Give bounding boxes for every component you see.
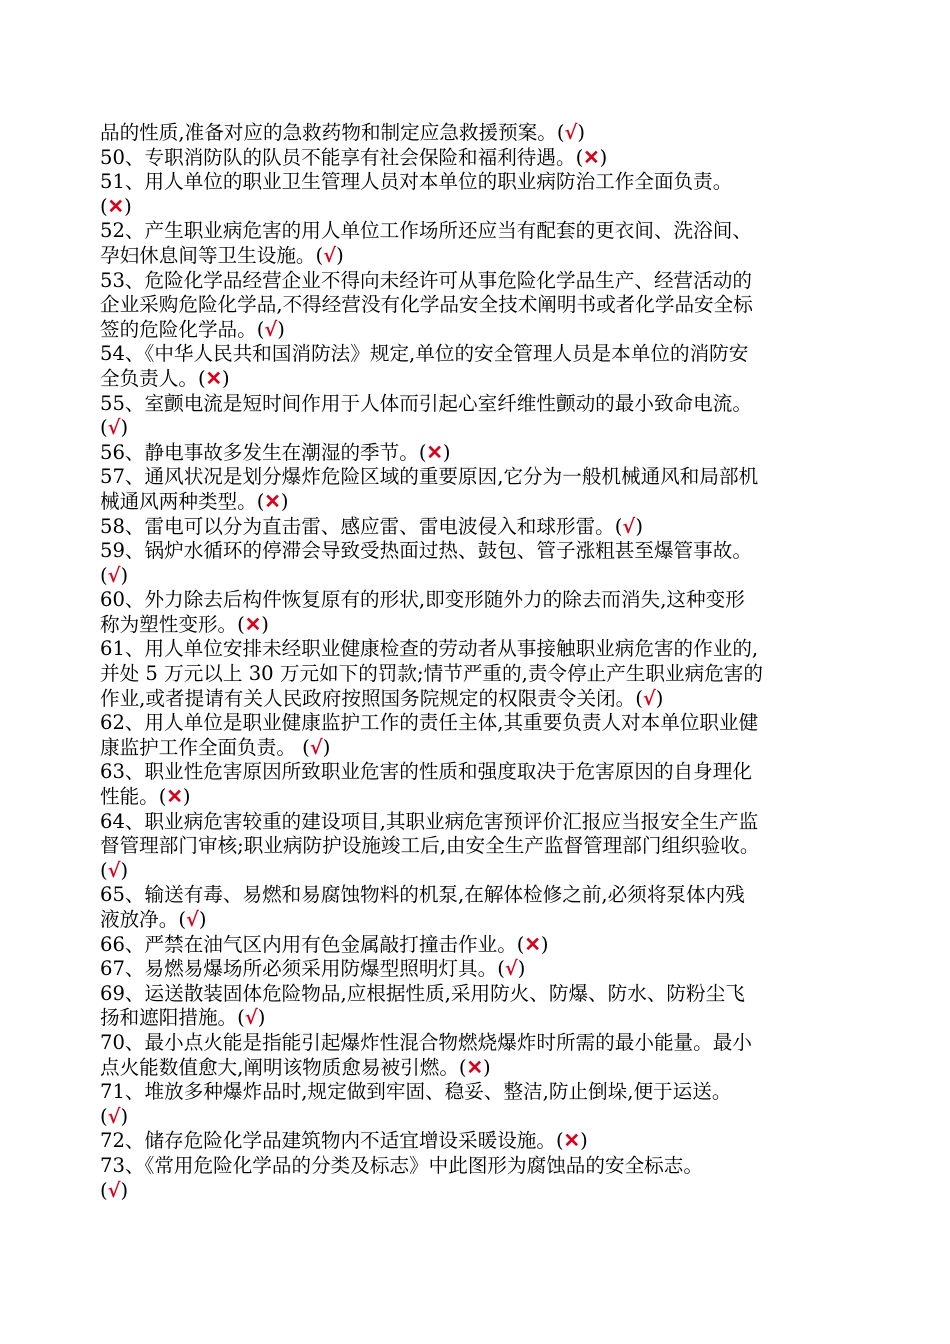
- line-text: 73、《常用危险化学品的分类及标志》中此图形为腐蚀品的安全标志。: [100, 1153, 703, 1177]
- correct-mark-icon: √: [107, 858, 121, 882]
- closing-paren: ): [580, 1129, 588, 1153]
- text-line: [100, 515, 860, 540]
- line-text: 60、外力除去后构件恢复原有的形状,即变形随外力的除去而消失,这种变形: [100, 588, 745, 612]
- line-text: (: [100, 858, 108, 882]
- closing-paren: ): [277, 317, 285, 341]
- line-text: (: [100, 563, 108, 587]
- line-text: 70、最小点火能是指能引起爆炸性混合物燃烧爆炸时所需的最小能量。最小: [100, 1030, 752, 1054]
- wrong-mark-icon: ✕: [205, 366, 223, 390]
- text-line: [100, 293, 860, 318]
- text-line: [100, 662, 860, 687]
- closing-paren: ): [120, 416, 129, 440]
- text-line: [100, 1056, 860, 1081]
- line-text: 康监护工作全面负责。 (: [100, 735, 310, 759]
- line-text: (: [100, 194, 108, 218]
- line-text: (: [100, 416, 108, 440]
- line-text: 作业,或者提请有关人民政府按照国务院规定的权限责令关闭。(: [100, 686, 643, 710]
- text-line: [100, 465, 860, 490]
- text-line: [100, 146, 860, 171]
- wrong-mark-icon: ✕: [466, 1055, 483, 1079]
- closing-paren: ): [257, 1006, 266, 1030]
- line-text: 性能。(: [100, 785, 167, 809]
- line-text: 液放净。(: [100, 908, 187, 931]
- text-line: [100, 1129, 860, 1154]
- wrong-mark-icon: ✕: [583, 145, 600, 169]
- line-text: (: [100, 1104, 108, 1128]
- text-line: [100, 588, 860, 613]
- text-line: [100, 760, 860, 785]
- line-text: 63、职业性危害原因所致职业危害的性质和强度取决于危害原因的自身理化: [100, 760, 752, 784]
- correct-mark-icon: √: [107, 416, 121, 440]
- line-text: 53、危险化学品经营企业不得向未经许可从事危险化学品生产、经营活动的: [100, 268, 752, 292]
- closing-paren: ): [577, 121, 586, 144]
- line-text: 并处 5 万元以上 30 万元如下的罚款;情节严重的,责令停止产生职业病危害的: [100, 662, 763, 686]
- line-text: 50、专职消防队的队员不能享有社会保险和福利待遇。(: [100, 145, 584, 169]
- correct-mark-icon: √: [244, 1006, 258, 1030]
- line-text: 66、严禁在油气区内用有色金属敲打撞击作业。(: [100, 932, 525, 956]
- closing-paren: ): [540, 932, 549, 956]
- line-text: 69、运送散装固体危险物品,应根据性质,采用防火、防爆、防水、防粉尘飞: [100, 981, 745, 1005]
- correct-mark-icon: √: [107, 563, 121, 587]
- line-text: 称为塑性变形。(: [100, 612, 245, 636]
- document-body: [100, 121, 860, 1203]
- text-line: [100, 736, 860, 761]
- closing-paren: ): [655, 686, 664, 710]
- line-text: 签的危险化学品。(: [100, 317, 265, 341]
- text-line: [100, 195, 860, 220]
- line-text: 54、《中华人民共和国消防法》规定,单位的安全管理人员是本单位的消防安: [100, 342, 749, 366]
- correct-mark-icon: √: [323, 243, 337, 267]
- text-line: [100, 613, 860, 638]
- line-text: 56、静电事故多发生在潮湿的季节。(: [100, 440, 427, 464]
- text-line: [100, 859, 860, 884]
- line-text: 59、锅炉水循环的停滞会导致受热面过热、鼓包、管子涨粗甚至爆管事故。: [100, 539, 752, 563]
- closing-paren: ): [124, 194, 132, 218]
- line-text: 61、用人单位安排未经职业健康检查的劳动者从事接触职业病危害的作业的,: [100, 637, 759, 661]
- correct-mark-icon: √: [309, 735, 323, 759]
- text-line: [100, 982, 860, 1007]
- wrong-mark-icon: ✕: [264, 489, 281, 513]
- wrong-mark-icon: ✕: [524, 932, 541, 956]
- line-text: 52、产生职业病危害的用人单位工作场所还应当有配套的更衣间、洗浴间、: [100, 219, 752, 243]
- text-line: [100, 687, 860, 712]
- wrong-mark-icon: ✕: [166, 785, 183, 809]
- closing-paren: ): [280, 489, 289, 513]
- text-line: [100, 810, 860, 835]
- text-line: [100, 785, 860, 810]
- text-line: [100, 244, 860, 269]
- line-text: 企业采购危险化学品,不得经营没有化学品安全技术阐明书或者化学品安全标: [100, 293, 753, 317]
- closing-paren: ): [336, 243, 344, 267]
- line-text: 62、用人单位是职业健康监护工作的责任主体,其重要负责人对本单位职业健: [100, 711, 759, 735]
- wrong-mark-icon: ✕: [563, 1129, 581, 1153]
- line-text: 51、用人单位的职业卫生管理人员对本单位的职业病防治工作全面负责。: [100, 170, 733, 194]
- text-line: [100, 1031, 860, 1056]
- text-line: [100, 441, 860, 466]
- line-text: 全负责人。(: [100, 366, 206, 390]
- text-line: [100, 1006, 860, 1031]
- closing-paren: ): [322, 735, 331, 759]
- line-text: 械通风两种类型。(: [100, 489, 265, 513]
- text-line: [100, 367, 860, 392]
- line-text: 64、职业病危害较重的建设项目,其职业病危害预评价汇报应当报安全生产监: [100, 809, 759, 833]
- line-text: 72、储存危险化学品建筑物内不适宜增设采暖设施。(: [100, 1129, 564, 1153]
- closing-paren: ): [120, 1178, 129, 1202]
- text-line: [100, 342, 860, 367]
- correct-mark-icon: √: [107, 1104, 121, 1128]
- text-line: [100, 269, 860, 294]
- text-line: [100, 121, 860, 146]
- correct-mark-icon: √: [264, 317, 278, 341]
- line-text: (: [100, 1178, 108, 1202]
- closing-paren: ): [482, 1055, 491, 1079]
- line-text: 67、易燃易爆场所必须采用防爆型照明灯具。(: [100, 957, 505, 981]
- text-line: [100, 564, 860, 589]
- closing-paren: ): [120, 563, 129, 587]
- text-line: [100, 392, 860, 417]
- line-text: 58、雷电可以分为直击雷、感应雷、雷电波侵入和球形雷。(: [100, 514, 623, 538]
- line-text: 品的性质,准备对应的急救药物和制定应急救援预案。(: [100, 121, 565, 144]
- text-line: [100, 908, 860, 933]
- closing-paren: ): [182, 785, 191, 809]
- correct-mark-icon: √: [642, 686, 656, 710]
- line-text: 扬和遮阳措施。(: [100, 1006, 245, 1030]
- text-line: [100, 1105, 860, 1130]
- correct-mark-icon: √: [622, 514, 636, 538]
- closing-paren: ): [198, 908, 207, 931]
- text-line: [100, 490, 860, 515]
- correct-mark-icon: √: [107, 1178, 121, 1202]
- closing-paren: ): [442, 440, 451, 464]
- wrong-mark-icon: ✕: [426, 440, 443, 464]
- line-text: 55、室颤电流是短时间作用于人体而引起心室纤维性颤动的最小致命电流。: [100, 391, 752, 415]
- text-line: [100, 539, 860, 564]
- text-line: [100, 834, 860, 859]
- text-line: [100, 711, 860, 736]
- correct-mark-icon: √: [504, 957, 518, 981]
- closing-paren: ): [261, 612, 269, 636]
- text-line: [100, 883, 860, 908]
- closing-paren: ): [599, 145, 608, 169]
- line-text: 71、堆放多种爆炸品时,规定做到牢固、稳妥、整洁,防止倒垛,便于运送。: [100, 1080, 732, 1104]
- text-line: [100, 933, 860, 958]
- text-line: [100, 1080, 860, 1105]
- closing-paren: ): [120, 858, 129, 882]
- closing-paren: ): [517, 957, 526, 981]
- closing-paren: ): [120, 1104, 129, 1128]
- closing-paren: ): [635, 514, 643, 538]
- text-line: [100, 170, 860, 195]
- correct-mark-icon: √: [186, 908, 199, 931]
- correct-mark-icon: √: [564, 121, 578, 144]
- line-text: 点火能数值愈大,阐明该物质愈易被引燃。(: [100, 1055, 467, 1079]
- text-line: [100, 1179, 860, 1204]
- text-line: [100, 318, 860, 343]
- line-text: 督管理部门审核;职业病防护设施竣工后,由安全生产监督管理部门组织验收。: [100, 834, 760, 858]
- text-line: [100, 957, 860, 982]
- text-line: [100, 637, 860, 662]
- text-line: [100, 416, 860, 441]
- wrong-mark-icon: ✕: [107, 194, 125, 218]
- line-text: 孕妇休息间等卫生设施。(: [100, 243, 324, 267]
- closing-paren: ): [222, 366, 230, 390]
- wrong-mark-icon: ✕: [244, 612, 262, 636]
- text-line: [100, 1154, 860, 1179]
- line-text: 57、通风状况是划分爆炸危险区域的重要原因,它分为一般机械通风和局部机: [100, 465, 759, 489]
- line-text: 65、输送有毒、易燃和易腐蚀物料的机泵,在解体检修之前,必须将泵体内残: [100, 883, 745, 907]
- text-line: [100, 219, 860, 244]
